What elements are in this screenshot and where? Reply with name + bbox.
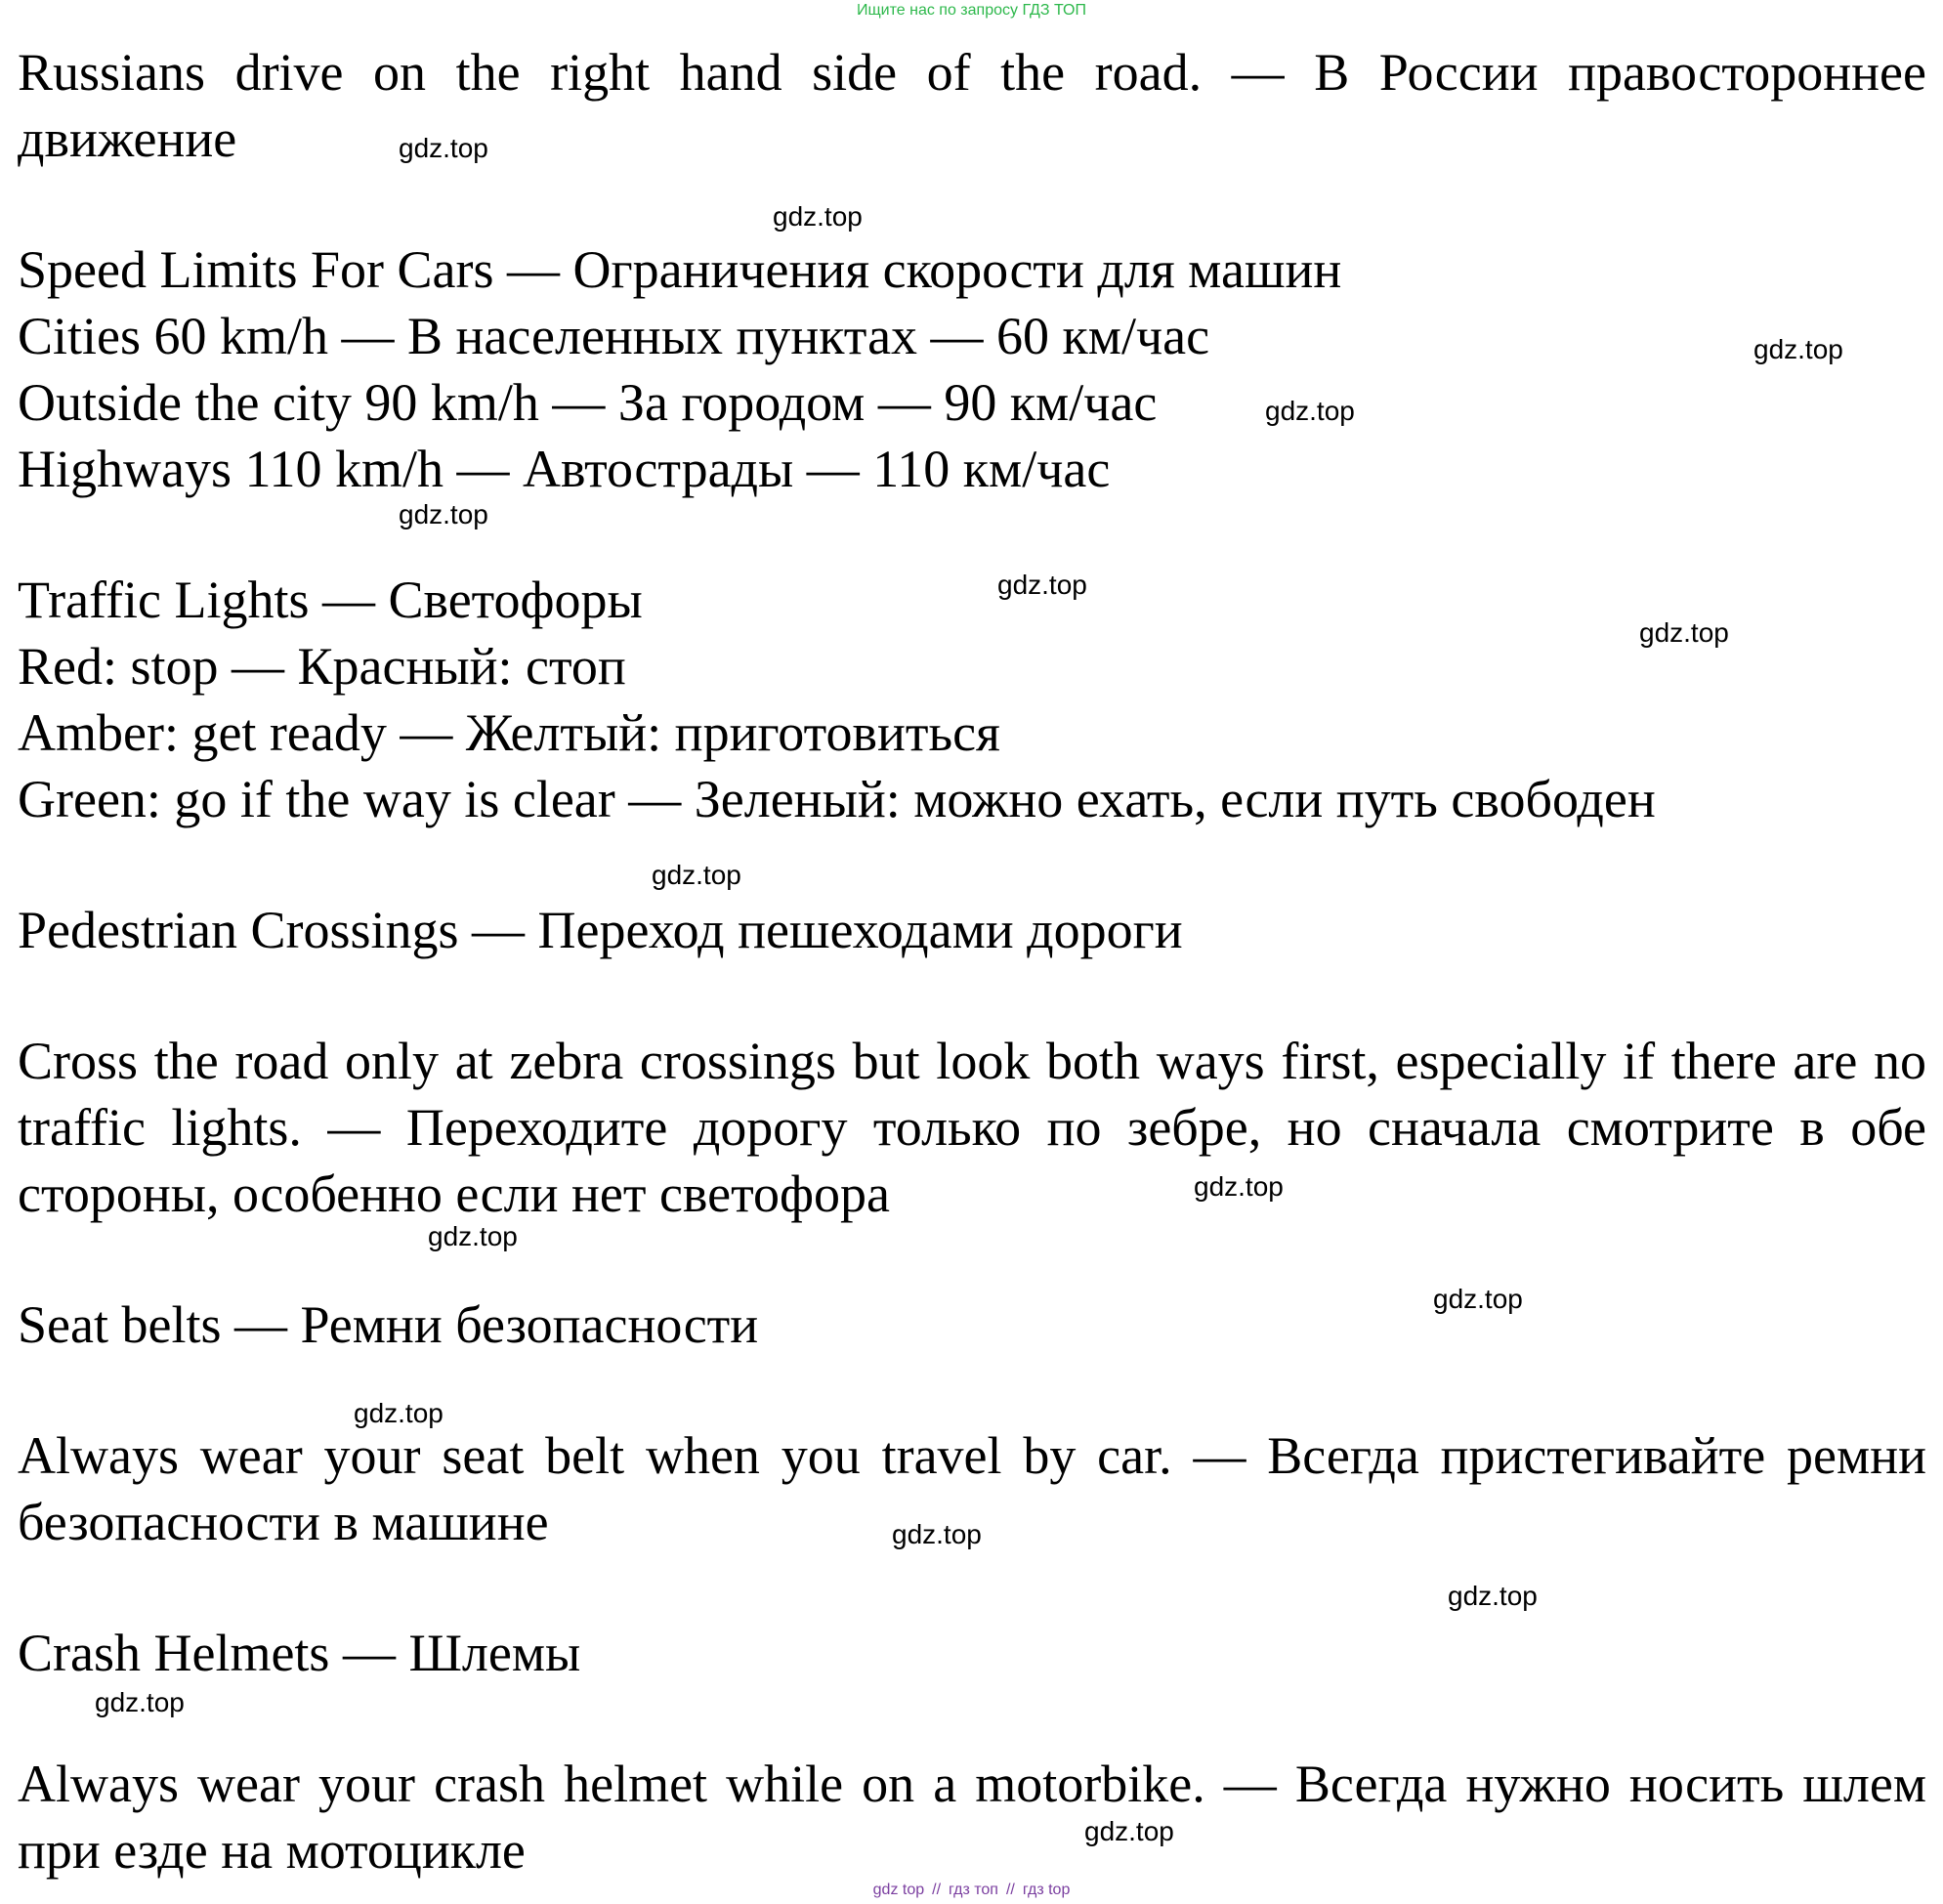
watermark-text: gdz.top xyxy=(1448,1581,1538,1611)
speed-limit-outside-city: Outside the city 90 km/h — За городом — 90 км/час xyxy=(18,373,1158,432)
document-content xyxy=(18,39,1926,1883)
watermark-text: gdz.top xyxy=(1753,334,1843,364)
watermark-text: gdz.top xyxy=(354,1398,444,1428)
watermark-text: gdz.top xyxy=(892,1519,982,1549)
header-banner-text: Ищите нас по запросу ГДЗ ТОП xyxy=(857,2,1086,19)
traffic-light-amber: Amber: get ready — Желтый: приготовиться xyxy=(18,703,1000,762)
watermark-text: gdz.top xyxy=(428,1221,518,1251)
paragraph-crash-helmet: Always wear your crash helmet while on a motorbike. — Всегда нужно носить шлем при езде на мотоцикле xyxy=(18,1755,1926,1880)
watermark-text: gdz.top xyxy=(399,133,488,163)
watermark-text: gdz.top xyxy=(1433,1284,1523,1314)
heading-pedestrian-crossings: Pedestrian Crossings — Переход пешеходами дороги xyxy=(18,901,1183,959)
footer-banner xyxy=(0,1880,1943,1901)
watermark-text: gdz.top xyxy=(1265,396,1355,426)
heading-traffic-lights: Traffic Lights — Светофоры xyxy=(18,571,643,629)
speed-limit-highways: Highways 110 km/h — Автострады — 110 км/час xyxy=(18,440,1111,498)
paragraph-zebra-crossings: Cross the road only at zebra crossings but look both ways first, especially if there are no traffic lights. — Переходите дорогу только по зебре, но сначала смотрите в обе стороны, особенно если нет светофора xyxy=(18,1032,1926,1223)
heading-speed-limits: Speed Limits For Cars — Ограничения скорости для машин xyxy=(18,240,1342,299)
paragraph-driving-side: Russians drive on the right hand side of the road. — В России правостороннее движение xyxy=(18,43,1926,168)
watermark-text: gdz.top xyxy=(1639,617,1729,648)
watermark-text: gdz.top xyxy=(652,860,741,890)
footer-banner-part: гдз top xyxy=(1022,1882,1071,1898)
watermark-text: gdz.top xyxy=(997,570,1087,600)
traffic-light-green: Green: go if the way is clear — Зеленый: можно ехать, если путь свободен xyxy=(18,770,1656,828)
watermark-text: gdz.top xyxy=(399,499,488,529)
watermark-text: gdz.top xyxy=(1084,1816,1174,1846)
heading-seat-belts: Seat belts — Ремни безопасности xyxy=(18,1295,759,1354)
footer-separator: // xyxy=(932,1882,942,1898)
footer-banner-part: gdz top xyxy=(872,1882,925,1898)
watermark-text: gdz.top xyxy=(1194,1171,1284,1202)
paragraph-seat-belt: Always wear your seat belt when you travel by car. — Всегда пристегивайте ремни безопасности в машине xyxy=(18,1426,1926,1551)
speed-limit-cities: Cities 60 km/h — В населенных пунктах — 60 км/час xyxy=(18,307,1210,365)
footer-banner-part: гдз топ xyxy=(949,1882,998,1898)
footer-separator: // xyxy=(1005,1882,1015,1898)
header-banner xyxy=(0,0,1943,21)
traffic-light-red: Red: stop — Красный: стоп xyxy=(18,637,626,696)
heading-crash-helmets: Crash Helmets — Шлемы xyxy=(18,1624,581,1682)
watermark-text: gdz.top xyxy=(95,1687,185,1717)
watermark-text: gdz.top xyxy=(773,201,863,232)
